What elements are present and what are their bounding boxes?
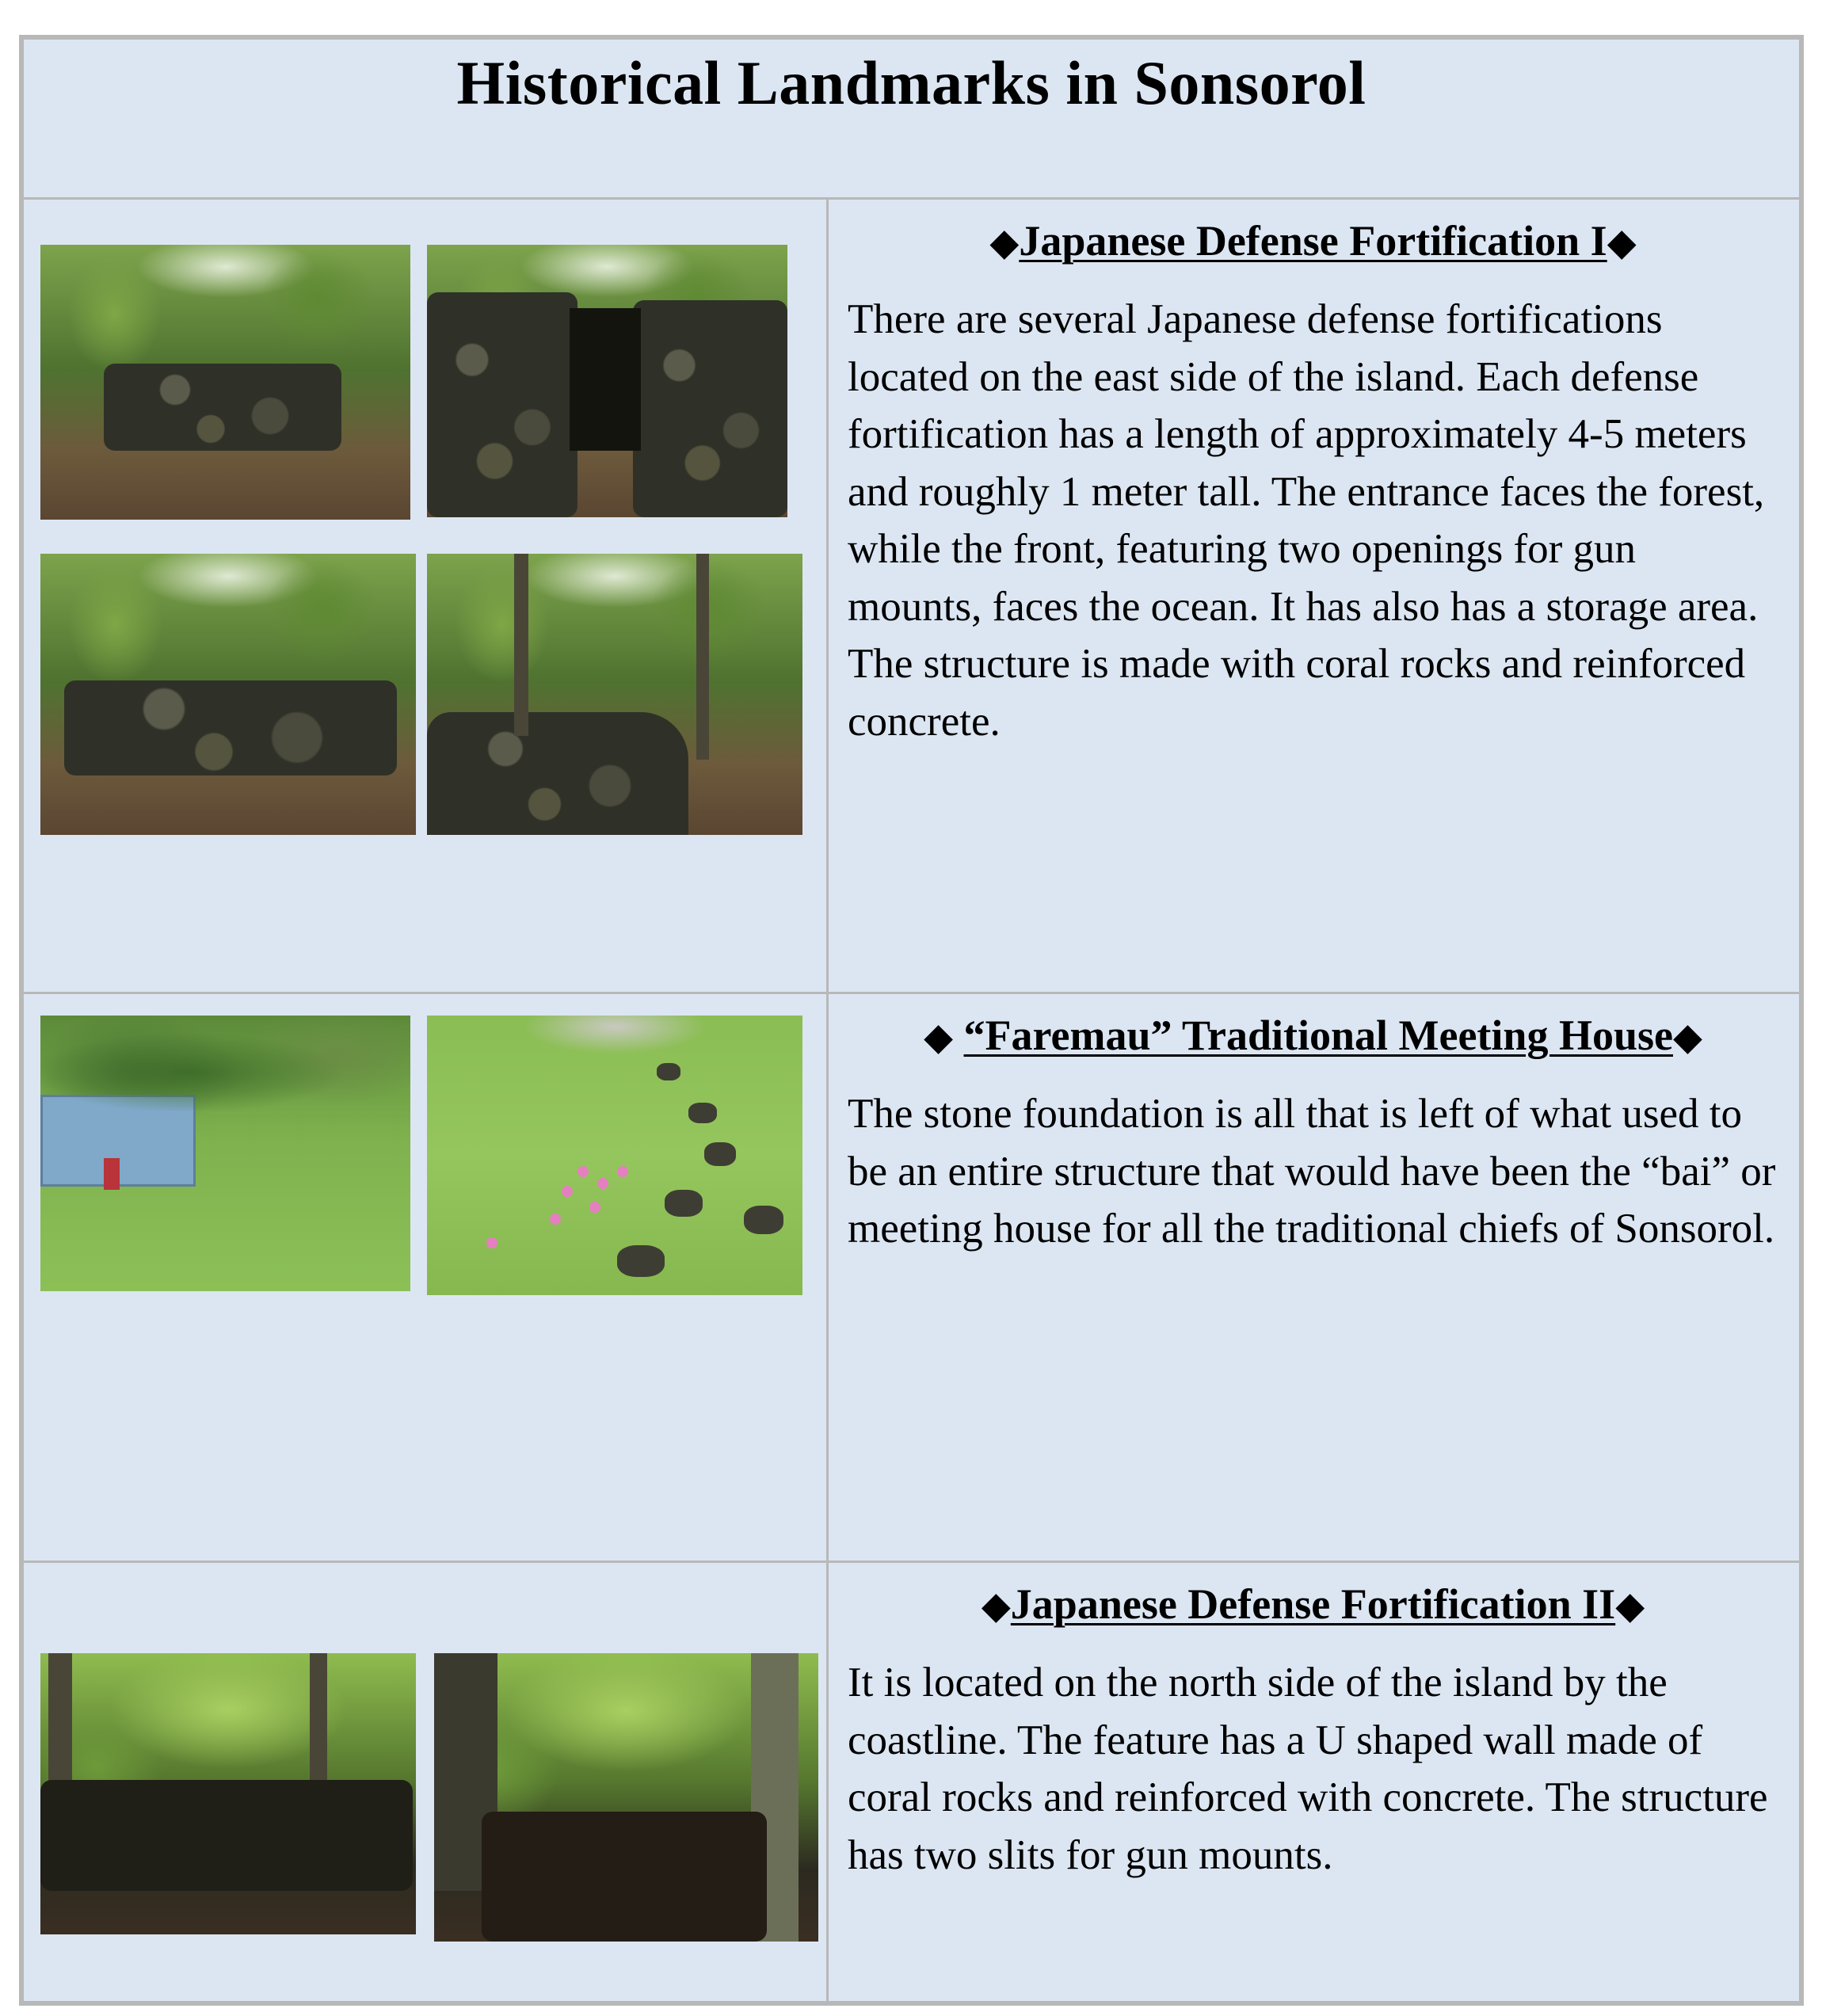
diamond-icon: ◆ <box>981 1585 1011 1627</box>
section-3-body: It is located on the north side of the island by the coastline. The feature has a U shaped wall made of coral rocks and reinforced with concrete. The structure has two slits for gun mounts. <box>848 1660 1768 1878</box>
section-1-heading <box>848 211 1778 273</box>
title-cell <box>24 40 1799 197</box>
fortification-photo-1 <box>40 245 410 520</box>
section-2-heading-text: “Faremau” Traditional Meeting House <box>963 1012 1673 1059</box>
section-2-body: The stone foundation is all that is left of what used to be an entire structure that would have been the “bai” or meeting house for all the traditional chiefs of Sonsorol. <box>848 1091 1776 1252</box>
meeting-house-photo-2 <box>427 1016 802 1295</box>
section-1-heading-text: Japanese Defense Fortification I <box>1019 217 1607 265</box>
diamond-icon: ◆ <box>1607 222 1637 264</box>
section-2-photo-cell <box>24 994 826 1561</box>
fortification-ii-photo-1 <box>40 1653 416 1934</box>
section-2-text-cell <box>829 994 1799 1561</box>
fortification-photo-2 <box>427 245 787 517</box>
diamond-icon: ◆ <box>989 222 1020 264</box>
fortification-photo-3 <box>40 554 416 835</box>
section-2-heading <box>848 1005 1778 1068</box>
diamond-icon: ◆ <box>1615 1585 1645 1627</box>
section-3-photo-cell <box>24 1563 826 2001</box>
section-1-body: There are several Japanese defense fortifications located on the east side of the island. Each defense fortification has a length of approximately 4-5 meters and roughly 1 meter tall. The entrance faces the forest, while the front, featuring two openings for gun mounts, faces the ocean. It has also has a storage area. The structure is made with coral rocks and reinforced concrete. <box>848 296 1765 745</box>
diamond-icon: ◆ <box>1672 1016 1702 1058</box>
section-3-text-cell <box>829 1563 1799 2001</box>
section-3-heading <box>848 1574 1778 1637</box>
fortification-ii-photo-2 <box>434 1653 818 1942</box>
diamond-icon: ◆ <box>924 1016 954 1058</box>
section-3-heading-text: Japanese Defense Fortification II <box>1010 1580 1616 1628</box>
fortification-photo-4 <box>427 554 802 835</box>
section-1-photo-cell <box>24 200 826 992</box>
section-1-text-cell <box>829 200 1799 992</box>
meeting-house-photo-1 <box>40 1016 410 1291</box>
page-title: Historical Landmarks in Sonsorol <box>456 48 1366 117</box>
landmarks-table <box>19 35 1804 2006</box>
